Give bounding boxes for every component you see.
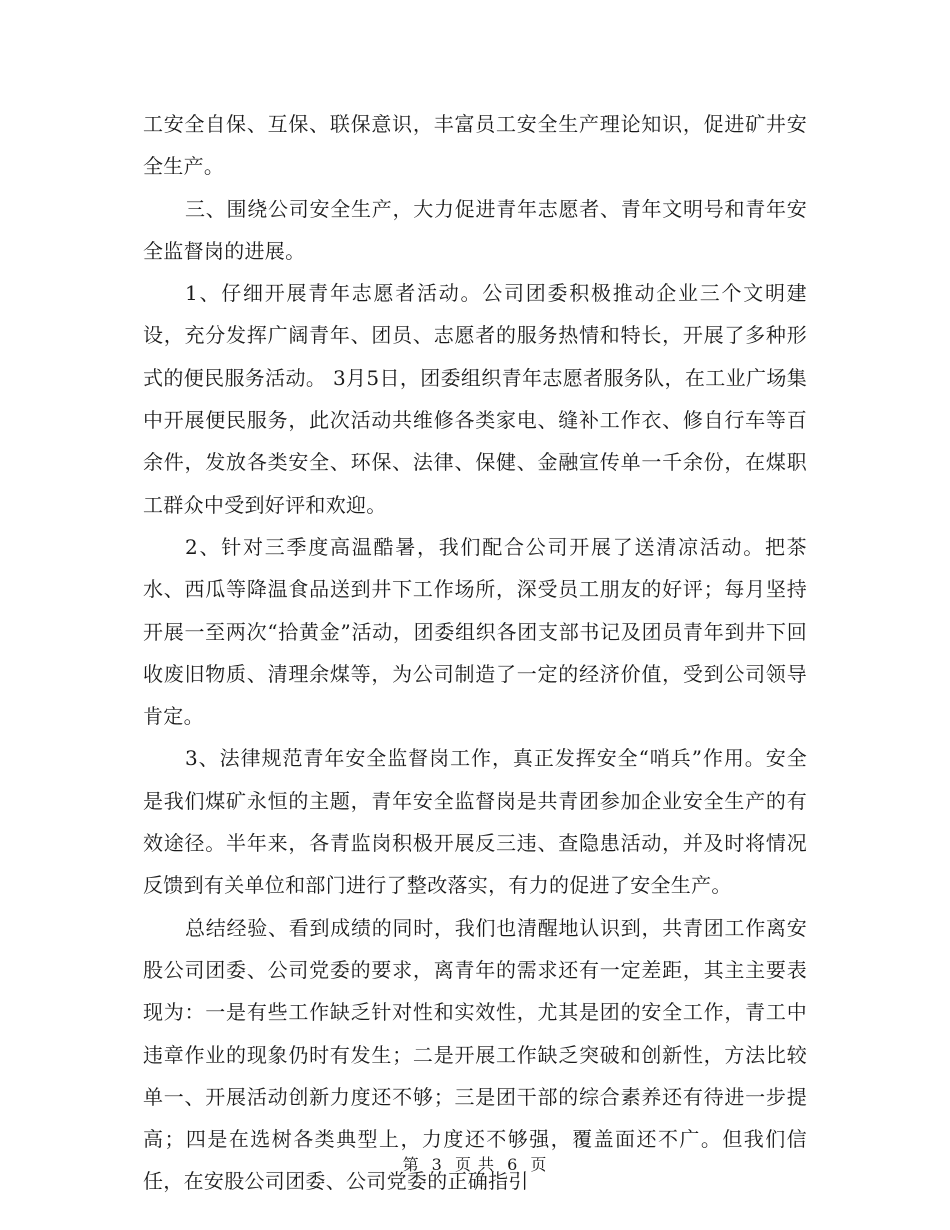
page-total: 6 — [507, 1155, 519, 1174]
paragraph: 总结经验、看到成绩的同时，我们也清醒地认识到，共青团工作离安股公司团委、公司党委的要求，离青年的需求还有一定差距，其主主要表现为：一是有些工作缺乏针对性和实效性，尤其是团的安全工作，青工中违章作业的现象仍时有发生；二是开展工作缺乏突破和创新性，方法比较单一、开展活动创新力度还不够；三是团干部的综合素养还有待进一步提高；四是在选树各类典型上，力度还不够强，覆盖面还不广。但我们信任，在安股公司团委、公司党委的正确指引 — [143, 915, 807, 1194]
page-footer — [0, 1152, 950, 1175]
page-number: 3 — [431, 1155, 443, 1174]
paragraph: 工安全自保、互保、联保意识，丰富员工安全生产理论知识，促进矿井安全生产。 — [143, 112, 807, 179]
paragraph: 1、仔细开展青年志愿者活动。公司团委积极推动企业三个文明建设，充分发挥广阔青年、团员、志愿者的服务热情和特长，开展了多种形式的便民服务活动。 3月5日，团委组织青年志愿者服务队，在工业广场集中开展便民服务，此次活动共维修各类家电、缝补工作衣、修自行车等百余件，发放各类安全、环保、法律、保健、金融宣传单一千余份，在煤职工群众中受到好评和欢迎。 — [143, 281, 807, 517]
page-footer-prefix: 第 — [402, 1155, 420, 1174]
paragraph: 三、围绕公司安全生产，大力促进青年志愿者、青年文明号和青年安全监督岗的进展。 — [143, 196, 807, 263]
document-body — [143, 103, 807, 1203]
page-footer-middle: 页 共 — [454, 1155, 496, 1174]
paragraph: 2、针对三季度高温酷暑，我们配合公司开展了送清凉活动。把茶水、西瓜等降温食品送到井下工作场所，深受员工朋友的好评；每月坚持开展一至两次“拾黄金”活动，团委组织各团支部书记及团员青年到井下回收废旧物质、清理余煤等，为公司制造了一定的经济价值，受到公司领导肯定。 — [143, 534, 807, 729]
page-footer-suffix: 页 — [530, 1155, 548, 1174]
paragraph: 3、法律规范青年安全监督岗工作，真正发挥安全“哨兵”作用。安全是我们煤矿永恒的主题，青年安全监督岗是共青团参加企业安全生产的有效途径。半年来，各青监岗积极开展反三违、查隐患活动，并及时将情况反馈到有关单位和部门进行了整改落实，有力的促进了安全生产。 — [143, 746, 807, 898]
